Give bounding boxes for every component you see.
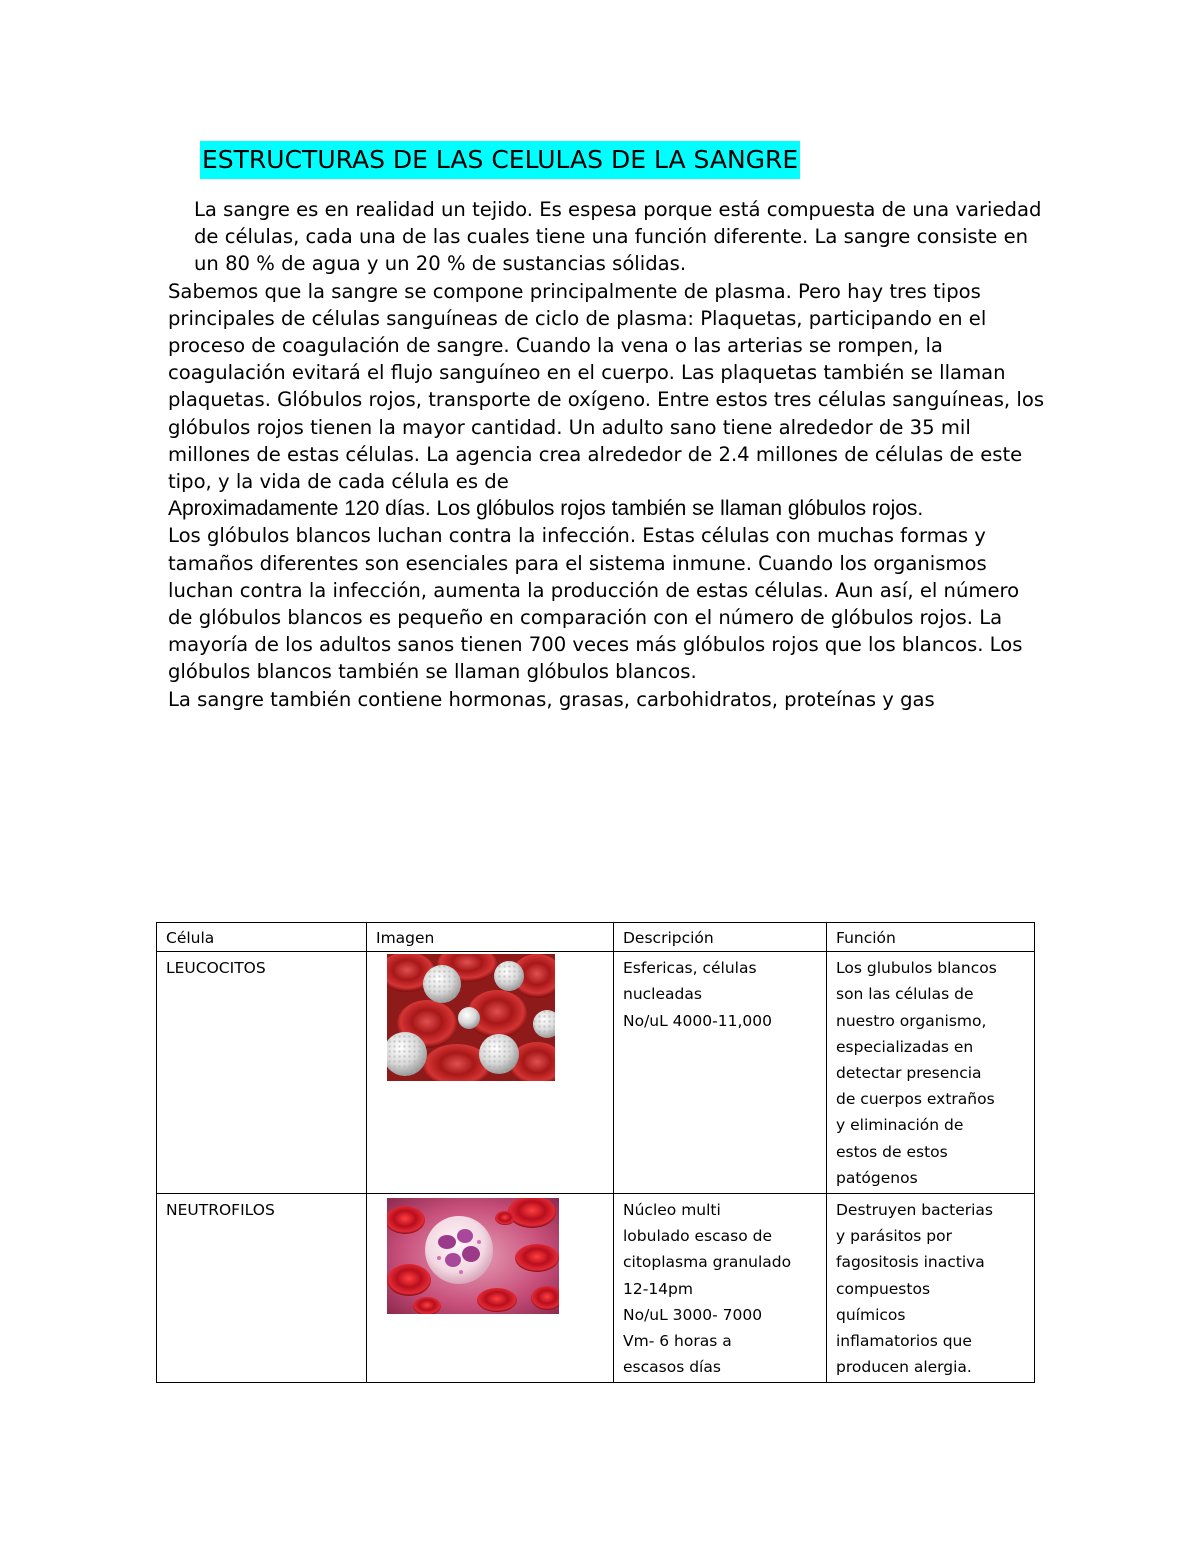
function-cell <box>827 952 1035 1194</box>
function-line: especializadas en <box>836 1037 974 1056</box>
image-cell <box>367 1194 614 1383</box>
description-line: nucleadas <box>623 985 702 1004</box>
header-cell: Célula <box>157 923 367 952</box>
header-description: Descripción <box>614 923 827 952</box>
paragraph-intro: La sangre es en realidad un tejido. Es espesa porque está compuesta de una variedad de células, cada una de las cuales tiene una función diferente. La sangre consiste en un 80 % de agua y un 20 % de sustancias sólidas. <box>194 198 1042 276</box>
paragraph-red-cells: Aproximadamente 120 días. Los glóbulos rojos también se llaman glóbulos rojos. <box>168 497 924 521</box>
description-line: Núcleo multi <box>623 1201 721 1220</box>
function-line: Destruyen bacterias <box>836 1201 994 1220</box>
header-function: Función <box>827 923 1035 952</box>
function-cell <box>827 1194 1035 1383</box>
function-line: inflamatorios que <box>836 1332 972 1351</box>
function-line: de cuerpos extraños <box>836 1090 995 1109</box>
description-cell <box>614 1194 827 1383</box>
description-line: citoplasma granulado <box>623 1253 792 1272</box>
description-line: No/uL 3000- 7000 <box>623 1305 763 1324</box>
function-line: estos de estos <box>836 1142 948 1161</box>
image-cell <box>367 952 614 1194</box>
function-line: patógenos <box>836 1168 918 1187</box>
table-row <box>157 952 1035 1194</box>
leukocytes-image <box>387 954 555 1081</box>
function-line: son las células de <box>836 985 974 1004</box>
description-line: 12-14pm <box>623 1279 693 1298</box>
description-cell <box>614 952 827 1194</box>
paragraph-cell-types: Sabemos que la sangre se compone principalmente de plasma. Pero hay tres tipos principales de células sanguíneas de ciclo de plasma: Plaquetas, participando en el proceso de coagulación de sangre. Cuando la vena o las arterias se rompen, la coagulación evitará el flujo sanguíneo en el cuerpo. Las plaquetas también se llaman plaquetas. Glóbulos rojos, transporte de oxígeno. Entre estos tres células sanguíneas, los glóbulos rojos tienen la mayor cantidad. Un adulto sano tiene alrededor de 35 mil millones de estas células. La agencia crea alrededor de 2.4 millones de células de este tipo, y la vida de cada célula es de <box>168 279 1045 494</box>
cell-name: LEUCOCITOS <box>157 952 367 1194</box>
blood-cells-table <box>156 922 1035 1383</box>
function-line: producen alergia. <box>836 1358 972 1377</box>
description-line: Esfericas, células <box>623 959 757 978</box>
page-title: ESTRUCTURAS DE LAS CELULAS DE LA SANGRE <box>200 141 800 179</box>
function-line: compuestos <box>836 1279 931 1298</box>
function-line: químicos <box>836 1305 906 1324</box>
function-line: fagositosis inactiva <box>836 1253 985 1272</box>
description-line: escasos días <box>623 1358 721 1377</box>
header-image: Imagen <box>367 923 614 952</box>
function-line: Los glubulos blancos <box>836 959 997 978</box>
table-row <box>157 1194 1035 1383</box>
function-line: detectar presencia <box>836 1064 982 1083</box>
neutrophil-image <box>387 1198 559 1314</box>
description-line: lobulado escaso de <box>623 1227 772 1246</box>
body-text <box>168 196 1048 713</box>
description-line: Vm- 6 horas a <box>623 1332 732 1351</box>
function-line: y eliminación de <box>836 1116 964 1135</box>
table-header-row <box>157 923 1035 952</box>
description-line: No/uL 4000-11,000 <box>623 1011 772 1030</box>
function-line: nuestro organismo, <box>836 1011 987 1030</box>
paragraph-other-components: La sangre también contiene hormonas, grasas, carbohidratos, proteínas y gas <box>168 687 935 711</box>
paragraph-white-cells: Los glóbulos blancos luchan contra la infección. Estas células con muchas formas y tamaños diferentes son esenciales para el sistema inmune. Cuando los organismos luchan contra la infección, aumenta la producción de estas células. Aun así, el número de glóbulos blancos es pequeño en comparación con el número de glóbulos rojos. La mayoría de los adultos sanos tienen 700 veces más glóbulos rojos que los blancos. Los glóbulos blancos también se llaman glóbulos blancos. <box>168 524 1023 684</box>
function-line: y parásitos por <box>836 1227 952 1246</box>
cell-name: NEUTROFILOS <box>157 1194 367 1383</box>
